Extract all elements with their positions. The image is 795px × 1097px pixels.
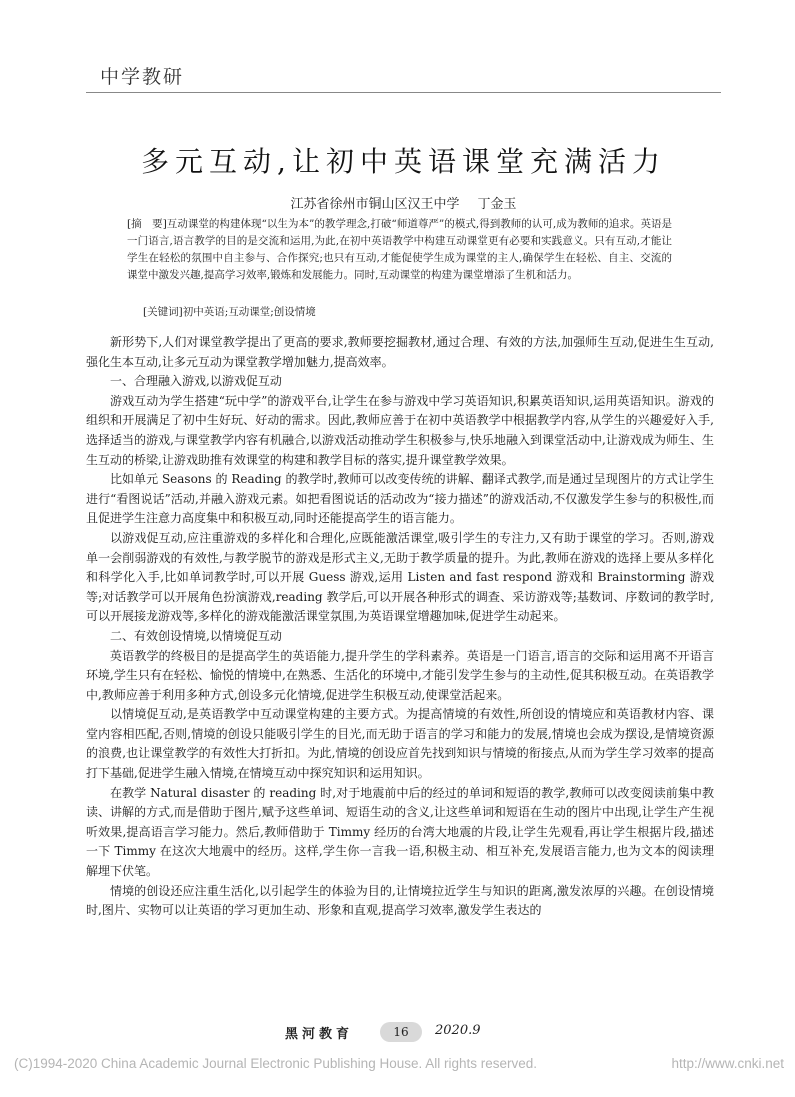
copyright-text: (C)1994-2020 China Academic Journal Electronic Publishing House. All rights reserved. (14, 1056, 538, 1071)
header-divider (86, 92, 721, 93)
journal-section-header: 中学教研 (100, 66, 185, 88)
body-paragraph: 在教学 Natural disaster 的 reading 时,对于地震前中后的经过的单词和短语的教学,教师可以改变阅读前集中教读、讲解的方式,而是借助于图片,赋予这些单词、短语生动的含义,让这些单词和短语在生动的图片中出现,让学生产生视听效果,提高语言学习能力。然后,教师借助于 Timmy 经历的台湾大地震的片段,让学生先观看,再让学生根据片段,描述一下 Timmy 在这次大地震中的经历。这样,学生你一言我一语,积极主动、相互补充,发展语言能力,也为文本的阅读理解埋下伏笔。 (86, 785, 714, 879)
article-body (86, 333, 714, 921)
article-keywords: [关键词]初中英语;互动课堂;创设情境 (143, 306, 316, 318)
body-paragraph: 以情境促互动,是英语教学中互动课堂构建的主要方式。为提高情境的有效性,所创设的情境应和英语教材内容、课堂内容相匹配,否则,情境的创设只能吸引学生的目光,而无助于语言的学习和能力的发展,情境也会成为摆设,是情境资源的浪费,也让课堂教学的有效性大打折扣。为此,情境的创设应首先找到知识与情境的衔接点,从而为学生学习效率的提高打下基础,促进学生融入情境,在情境互动中探究知识和运用知识。 (86, 707, 714, 781)
article-abstract: [摘 要]互动课堂的构建体现“以生为本”的教学理念,打破“师道尊严”的模式,得到教师的认可,成为教师的追求。英语是一门语言,语言教学的目的是交流和运用,为此,在初中英语教学中构建互动课堂更有必要和实践意义。只有互动,才能让学生在轻松的氛围中自主参与、合作探究;也只有互动,才能促使学生成为课堂的主人,确保学生在轻松、自主、交流的课堂中激发兴趣,提高学习效率,锻炼和发展能力。同时,互动课堂的构建为课堂增添了生机和活力。 (127, 218, 672, 281)
body-paragraph: 游戏互动为学生搭建“玩中学”的游戏平台,让学生在参与游戏中学习英语知识,积累英语知识,运用英语知识。游戏的组织和开展满足了初中生好玩、好动的需求。因此,教师应善于在初中英语教学中根据教学内容,从学生的兴趣爱好入手,选择适当的游戏,与课堂教学内容有机融合,以游戏活动推动学生积极参与,快乐地融入到课堂活动中,让游戏成为师生、生生互动的桥梁,让游戏助推有效课堂的构建和教学目标的落实,提升课堂教学效果。 (86, 393, 714, 467)
site-link[interactable]: http://www.cnki.net (671, 1056, 784, 1071)
section-heading: 一、合理融入游戏,以游戏促互动 (110, 374, 282, 389)
article-title: 多元互动,让初中英语课堂充满活力 (141, 145, 666, 178)
body-paragraph: 以游戏促互动,应注重游戏的多样化和合理化,应既能激活课堂,吸引学生的专注力,又有助于课堂的学习。否则,游戏单一会削弱游戏的有效性,与教学脱节的游戏是形式主义,无助于教学质量的提升。为此,教师在游戏的选择上要从多样化和科学化入手,比如单词教学时,可以开展 Guess 游戏,运用 Listen and fast respond 游戏和 Brainstorming 游戏等;对话教学可以开展角色扮演游戏,reading 教学后,可以开展各种形式的调查、采访游戏等;基数词、序数词的教学时,可以开展接龙游戏等,多样化的游戏能激活课堂氛围,为英语课堂增趣加味,促进学生动起来。 (86, 530, 714, 624)
body-paragraph: 英语教学的终极目的是提高学生的英语能力,提升学生的学科素养。英语是一门语言,语言的交际和运用离不开语言环境,学生只有在轻松、愉悦的情境中,在熟悉、生活化的环境中,才能引发学生参与的主动性,促其积极互动。在英语教学中,教师应善于利用多种方式,创设多元化情境,促进学生积极互动,使课堂活起来。 (86, 648, 714, 702)
author-affiliation: 江苏省徐州市铜山区汉王中学 (290, 197, 460, 212)
page-footer (0, 1020, 795, 1050)
copyright-notice (14, 1056, 784, 1071)
footer-issue-date: 2020.9 (435, 1023, 481, 1038)
body-paragraph: 情境的创设还应注重生活化,以引起学生的体验为目的,让情境拉近学生与知识的距离,激发浓厚的兴趣。在创设情境时,图片、实物可以让英语的学习更加生动、形象和直观,提高学习效率,激发学生表达的 (86, 883, 714, 918)
footer-journal-name: 黑河教育 (285, 1027, 354, 1042)
section-heading: 二、有效创设情境,以情境促互动 (110, 628, 282, 643)
body-paragraph: 比如单元 Seasons 的 Reading 的教学时,教师可以改变传统的讲解、翻译式教学,而是通过呈现图片的方式让学生进行“看图说话”活动,并融入游戏元素。如把看图说话的活动改为“接力描述”的游戏活动,不仅激发学生参与的积极性,而且促进学生注意力高度集中和积极互动,同时还能提高学生的语言能力。 (86, 472, 714, 526)
author-name: 丁金玉 (477, 197, 517, 212)
page-number-badge: 16 (380, 1022, 422, 1042)
body-paragraph: 新形势下,人们对课堂教学提出了更高的要求,教师要挖掘教材,通过合理、有效的方法,加强师生互动,促进生生互动,强化生本互动,让多元互动为课堂教学增加魅力,提高效率。 (86, 335, 714, 369)
article-byline (86, 193, 721, 212)
